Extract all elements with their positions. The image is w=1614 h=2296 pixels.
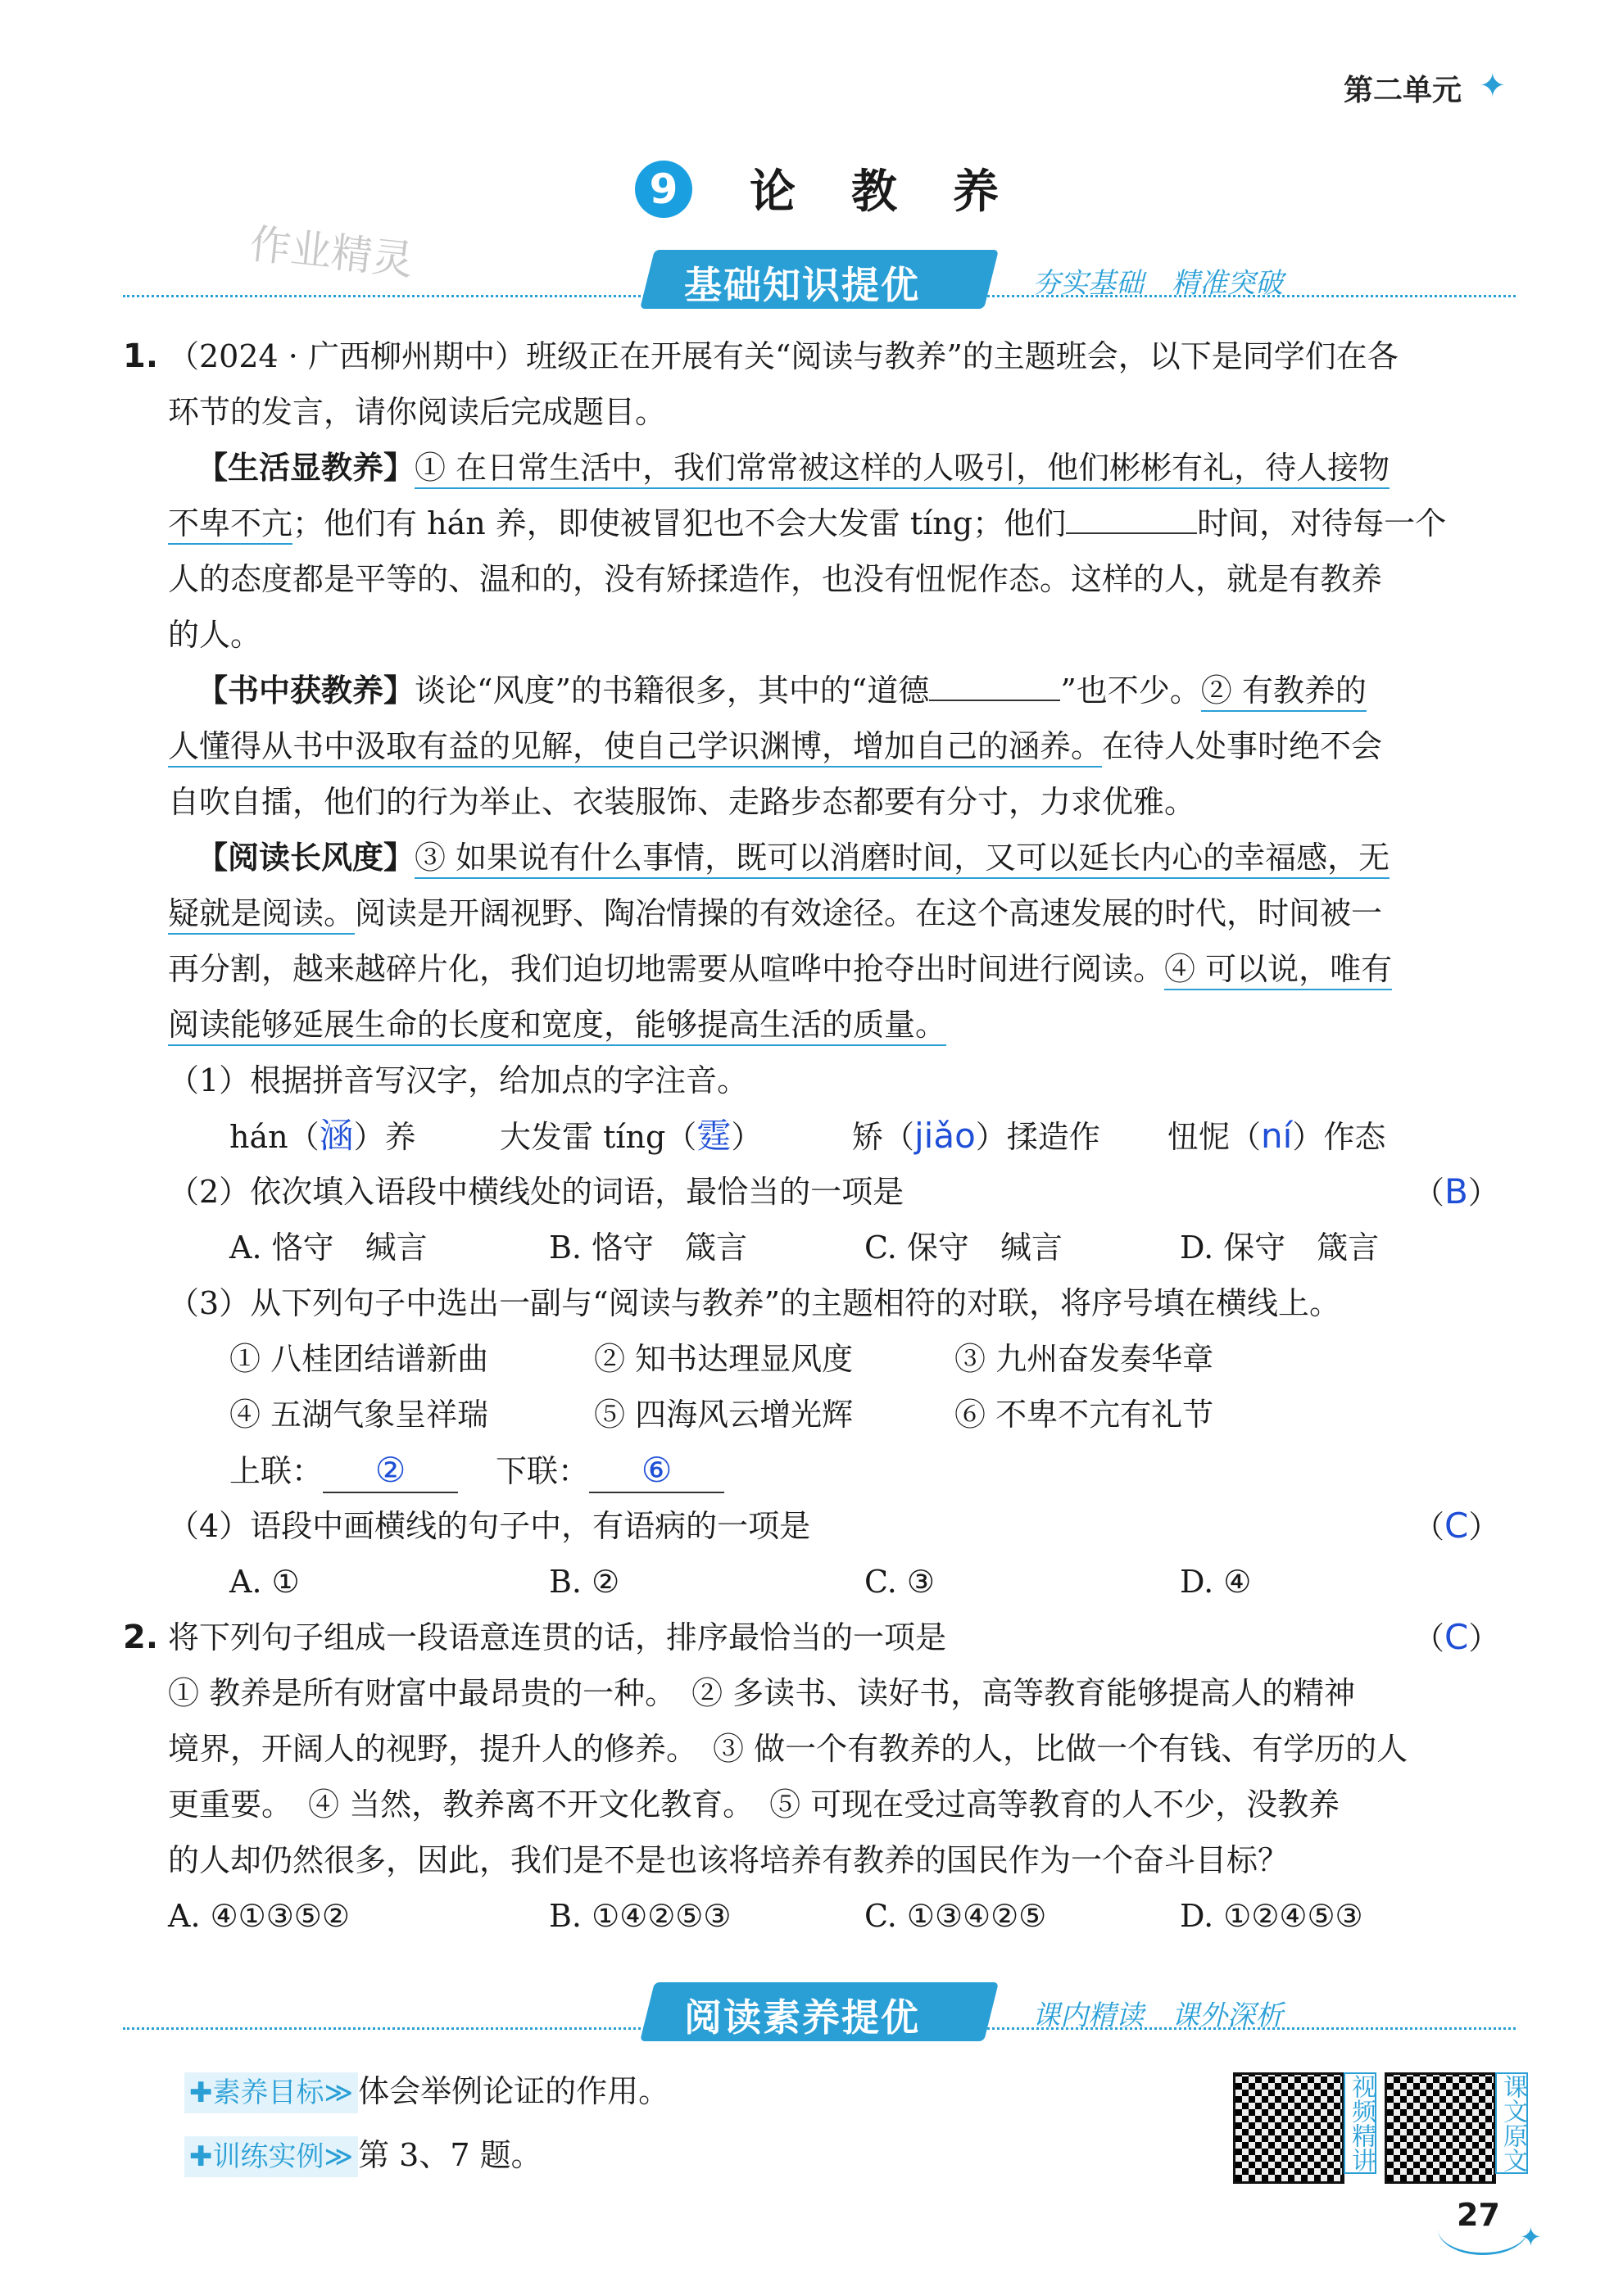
upper-answer: ②: [374, 1450, 406, 1490]
couplet-item-3: ③ 九州奋发奏华章: [954, 1341, 1214, 1377]
sub4-option-c: C. ③: [864, 1564, 935, 1600]
answer-1: 涵: [319, 1116, 354, 1156]
answer-2: 霆: [696, 1116, 732, 1156]
couplet-item-2: ② 知书达理显风度: [594, 1341, 854, 1377]
couplet-item-5: ⑤ 四海风云增光辉: [594, 1397, 854, 1433]
p1-tag: 【生活显教养】: [197, 449, 415, 486]
question-number: 2.: [123, 1619, 159, 1656]
example-text: 第 3、7 题。: [358, 2137, 542, 2173]
lesson-number: 9: [649, 165, 678, 213]
sub2-option-b: B. 恪守 箴言: [549, 1230, 748, 1266]
p3-line-1: [197, 837, 1390, 878]
q2-line-4: 的人却仍然很多，因此，我们是不是也该将培养有教养的国民作为一个奋斗目标？: [168, 1842, 1290, 1878]
p1-line-1: [197, 447, 1390, 488]
q2-option-b: B. ①④②⑤③: [549, 1898, 732, 1934]
underlined-sentence-4: ④ 可以说，唯有: [1164, 951, 1392, 990]
qr-code-text[interactable]: [1385, 2072, 1496, 2184]
example-row: [184, 2135, 542, 2177]
sub2-option-c: C. 保守 缄言: [864, 1230, 1063, 1266]
sub4-option-a: A. ①: [229, 1564, 300, 1600]
sparkle-icon: ✦: [1479, 67, 1507, 105]
p1-line-3: 人的态度都是平等的、温和的，没有矫揉造作，也没有忸怩作态。这样的人，就是有教养: [168, 561, 1383, 597]
sub1-item-3: 矫（jiǎo）揉造作: [852, 1116, 1100, 1156]
p3-tag: 【阅读长风度】: [197, 839, 415, 876]
q2-answer-bracket: （C）: [1413, 1617, 1500, 1657]
q2-answer: C: [1444, 1617, 1469, 1657]
q2-stem: 将下列句子组成一段语意连贯的话，排序最恰当的一项是: [168, 1619, 947, 1655]
sub1-item-1: hán（涵）养: [229, 1116, 416, 1156]
p3-line-2: 疑就是阅读。阅读是开阔视野、陶冶情操的有效途径。在这个高速发展的时代，时间被一: [168, 893, 1382, 934]
sub4-option-b: B. ②: [549, 1564, 620, 1600]
sub4-answer-bracket: （C）: [1413, 1506, 1500, 1546]
example-tag: ✚训练实例≫: [184, 2136, 358, 2177]
sub1-stem: （1）根据拼音写汉字，给加点的字注音。: [168, 1062, 749, 1098]
section-slogan: 课内精读 课外深析: [1032, 1999, 1283, 2032]
q1-intro-2: 环节的发言，请你阅读后完成题目。: [168, 394, 667, 430]
qr-label-video: 视频精讲: [1344, 2072, 1376, 2174]
q2-option-d: D. ①②④⑤③: [1180, 1898, 1363, 1934]
sparkle-icon: ✦: [1520, 2221, 1542, 2253]
underlined-sentence-2: ② 有教养的: [1201, 672, 1367, 712]
section-banner-title: 基础知识提优: [684, 263, 920, 307]
q2-line-2: 境界，开阔人的视野，提升人的修养。 ③ 做一个有教养的人，比做一个有钱、有学历的人: [168, 1731, 1408, 1767]
sub1-item-4: 忸怩（ní）作态: [1167, 1116, 1386, 1156]
fill-blank-1[interactable]: [1066, 505, 1197, 534]
goal-row: [184, 2071, 669, 2113]
section-slogan: 夯实基础 精准突破: [1032, 267, 1283, 300]
couplet-item-1: ① 八桂团结谱新曲: [229, 1341, 489, 1377]
q2-line-1: ① 教养是所有财富中最昂贵的一种。 ② 多读书、读好书，高等教育能够提高人的精神: [168, 1675, 1356, 1711]
goal-text: 体会举例论证的作用。: [358, 2073, 670, 2109]
sub2-option-a: A. 恪守 缄言: [229, 1230, 428, 1266]
underlined-sentence-1: ① 在日常生活中，我们常常被这样的人吸引，他们彬彬有礼，待人接物: [415, 450, 1390, 489]
q1-intro-1: （2024 · 广西柳州期中）班级正在开展有关“阅读与教养”的主题班会，以下是同学们在各: [168, 338, 1399, 374]
p3-line-3: 再分割，越来越碎片化，我们迫切地需要从喧哗中抢夺出时间进行阅读。④ 可以说，唯有: [168, 949, 1392, 989]
qr-label-text: 课文原文: [1495, 2072, 1528, 2174]
sub4-answer: C: [1444, 1506, 1469, 1546]
sub4-stem: （4）语段中画横线的句子中，有语病的一项是: [168, 1508, 811, 1544]
p2-line-1: 【书中获教养】谈论“风度”的书籍很多，其中的“道德 ”也不少。② 有教养的: [197, 670, 1367, 711]
qr-code-video[interactable]: [1233, 2072, 1344, 2184]
lesson-number-badge: [635, 161, 692, 218]
watermark: 作业精灵: [247, 220, 416, 285]
sub2-answer: B: [1444, 1171, 1468, 1211]
section-banner-title: 阅读素养提优: [684, 1995, 920, 2040]
question-number: 1.: [123, 337, 159, 375]
q2-line-3: 更重要。 ④ 当然，教养离不开文化教育。 ⑤ 可现在受过高等教育的人不少，没教养: [168, 1787, 1340, 1823]
unit-label: 第二单元: [1344, 74, 1462, 107]
q2-option-a: A. ④①③⑤②: [168, 1898, 350, 1934]
sub2-answer-bracket: （B）: [1413, 1171, 1499, 1211]
sub3-stem: （3）从下列句子中选出一副与“阅读与教养”的主题相符的对联，将序号填在横线上。: [168, 1285, 1341, 1321]
sub1-item-2: 大发雷 tíng（霆）: [500, 1116, 763, 1156]
sub4-option-d: D. ④: [1180, 1564, 1252, 1600]
sub2-option-d: D. 保守 箴言: [1180, 1230, 1380, 1266]
p2-line-3: 自吹自擂，他们的行为举止、衣装服饰、走路步态都要有分寸，力求优雅。: [168, 784, 1196, 820]
couplet-item-6: ⑥ 不卑不亢有礼节: [954, 1397, 1214, 1433]
upper-couplet: 上联： ②: [229, 1450, 458, 1493]
underlined-sentence-3: ③ 如果说有什么事情，既可以消磨时间，又可以延长内心的幸福感，无: [415, 840, 1390, 879]
lower-couplet: 下联： ⑥: [496, 1450, 724, 1493]
p3-line-4: 阅读能够延展生命的长度和宽度，能够提高生活的质量。: [168, 1004, 946, 1045]
answer-4: ní: [1261, 1116, 1293, 1156]
sub2-stem: （2）依次填入语段中横线处的词语，最恰当的一项是: [168, 1174, 904, 1210]
fill-blank-2[interactable]: [929, 672, 1060, 701]
answer-3: jiǎo: [914, 1116, 976, 1156]
q2-option-c: C. ①③④②⑤: [864, 1898, 1047, 1934]
goal-tag: ✚素养目标≫: [184, 2072, 358, 2113]
page-title: 论 教 养: [750, 165, 1004, 219]
p2-tag: 【书中获教养】: [197, 672, 415, 709]
p1-line-2: 不卑不亢；他们有 hán 养，即使被冒犯也不会大发雷 tíng；他们 时间，对待每一个: [168, 503, 1446, 544]
lower-answer: ⑥: [641, 1450, 673, 1490]
p1-line-4: 的人。: [168, 617, 262, 653]
page-number: 27: [1457, 2197, 1500, 2233]
p2-line-2: 人懂得从书中汲取有益的见解，使自己学识渊博，增加自己的涵养。在待人处事时绝不会: [168, 726, 1382, 767]
couplet-item-4: ④ 五湖气象呈祥瑞: [229, 1397, 489, 1433]
